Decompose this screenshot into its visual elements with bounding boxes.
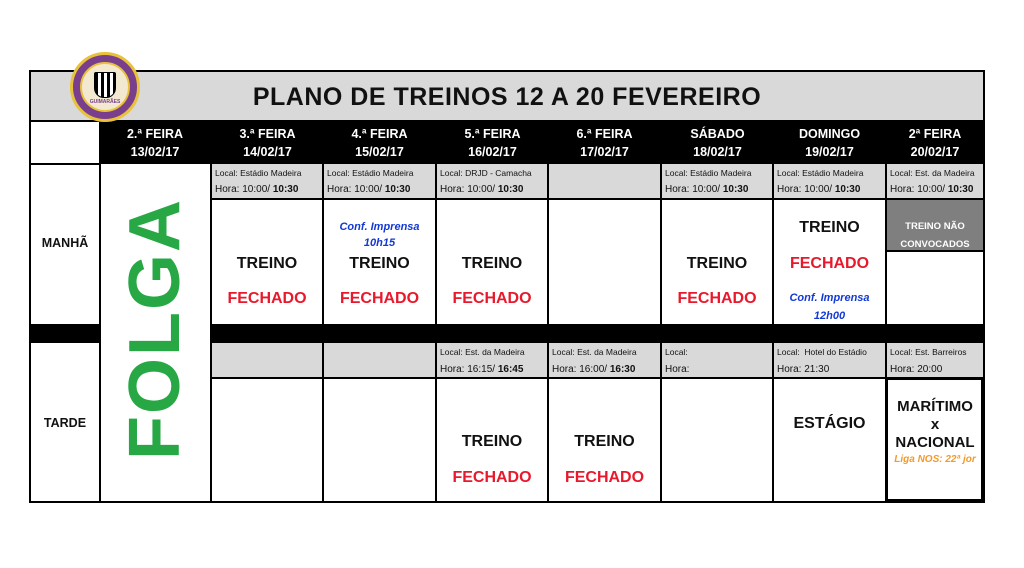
afternoon-fri-treino: TREINO: [574, 433, 635, 450]
morning-sat-local: Local: Estádio Madeira: [665, 168, 752, 178]
day-header-sun: DOMINGO 19/02/17: [774, 125, 885, 161]
match-team-home: MARÍTIMO: [897, 398, 973, 415]
afternoon-fri-fechado: FECHADO: [564, 469, 645, 486]
morning-mon2-note-b: CONVOCADOS: [900, 239, 970, 250]
match-vs: x: [930, 416, 940, 433]
logo-text: GUIMARÃES: [89, 99, 121, 105]
row-label-morning: MANHÃ: [41, 236, 89, 250]
morning-wed-treino: TREINO: [349, 255, 410, 272]
morning-wed-fechado: FECHADO: [339, 290, 420, 307]
afternoon-sun-event: ESTÁGIO: [793, 415, 866, 432]
morning-thu-hora: Hora: 10:00/ 10:30: [440, 184, 524, 195]
grid-line: [886, 250, 983, 252]
match-league: Liga NOS: 22ª jor: [894, 454, 976, 465]
morning-mon2-local: Local: Est. da Madeira: [890, 168, 975, 178]
morning-wed-press-time: 10h15: [363, 237, 396, 249]
shield-icon: [94, 72, 116, 98]
morning-thu-fechado: FECHADO: [452, 290, 532, 307]
day-header-fri: 6.ª FEIRA 17/02/17: [549, 125, 660, 161]
morning-tue-treino: TREINO: [236, 255, 298, 272]
morning-sun-fechado: FECHADO: [789, 255, 870, 272]
afternoon-sat-local: Local:: [665, 347, 688, 357]
page-title: PLANO DE TREINOS 12 A 20 FEVEREIRO: [252, 83, 762, 111]
morning-sun-press-conf: Conf. Imprensa: [789, 292, 870, 304]
morning-sun-press-time: 12h00: [813, 310, 846, 322]
morning-tue-local: Local: Estádio Madeira: [215, 168, 302, 178]
afternoon-sun-local: Local: Hotel do Estádio: [777, 347, 867, 357]
afternoon-thu-treino: TREINO: [461, 433, 523, 450]
afternoon-thu-fechado: FECHADO: [452, 469, 532, 486]
grid-line: [211, 377, 983, 379]
afternoon-sat-hora: Hora:: [665, 364, 690, 375]
grid-line: [31, 163, 100, 165]
day-header-tue: 3.ª FEIRA 14/02/17: [212, 125, 323, 161]
day-header-sat: SÁBADO 18/02/17: [662, 125, 773, 161]
afternoon-fri-hora: Hora: 16:00/ 16:30: [552, 364, 636, 375]
row-label-afternoon: TARDE: [43, 416, 87, 430]
afternoon-mon2-local: Local: Est. Barreiros: [890, 347, 967, 357]
morning-sun-local: Local: Estádio Madeira: [777, 168, 864, 178]
afternoon-sun-hora: Hora: 21:30: [777, 364, 830, 375]
afternoon-thu-hora: Hora: 16:15/ 16:45: [440, 364, 524, 375]
day-header-wed: 4.ª FEIRA 15/02/17: [324, 125, 435, 161]
afternoon-thu-local: Local: Est. da Madeira: [440, 347, 525, 357]
afternoon-mon2-hora: Hora: 20:00: [890, 364, 943, 375]
day-off-label: FOLGA: [115, 198, 195, 460]
day-header-mon2: 2ª FEIRA 20/02/17: [887, 125, 983, 161]
match-team-away: NACIONAL: [895, 434, 975, 451]
morning-tue-hora: Hora: 10:00/ 10:30: [215, 184, 299, 195]
morning-wed-hora: Hora: 10:00/ 10:30: [327, 184, 411, 195]
morning-sat-treino: TREINO: [686, 255, 748, 272]
morning-wed-press-conf: Conf. Imprensa: [339, 221, 420, 233]
morning-thu-treino: TREINO: [461, 255, 523, 272]
day-header-mon: 2.ª FEIRA 13/02/17: [99, 125, 211, 161]
grid-line: [211, 198, 983, 200]
morning-mon2-note-a: TREINO NÃO: [905, 221, 965, 232]
morning-sat-fechado: FECHADO: [677, 290, 757, 307]
afternoon-fri-local: Local: Est. da Madeira: [552, 347, 637, 357]
morning-wed-local: Local: Estádio Madeira: [327, 168, 414, 178]
morning-sat-hora: Hora: 10:00/ 10:30: [665, 184, 749, 195]
grid-line: [99, 122, 101, 501]
morning-sun-treino: TREINO: [799, 219, 860, 236]
day-header-thu: 5.ª FEIRA 16/02/17: [437, 125, 548, 161]
morning-mon2-hora: Hora: 10:00/ 10:30: [890, 184, 974, 195]
morning-sun-hora: Hora: 10:00/ 10:30: [777, 184, 861, 195]
morning-thu-local: Local: DRJD - Camacha: [440, 168, 532, 178]
morning-tue-fechado: FECHADO: [227, 290, 307, 307]
